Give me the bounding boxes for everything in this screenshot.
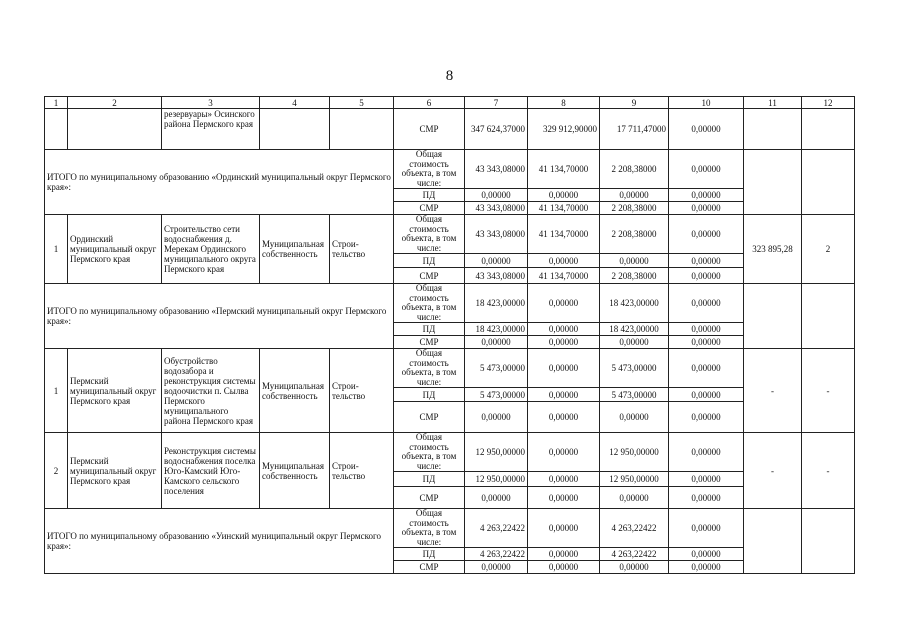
value-cell: 0,00000 — [600, 561, 669, 574]
value-cell: 5 473,00000 — [600, 349, 669, 388]
column-number: 6 — [394, 97, 465, 109]
category-total: Общая стоимость объекта, в том числе: — [394, 215, 465, 254]
cell-11: - — [744, 433, 802, 509]
value-cell: 0,00000 — [528, 548, 600, 561]
value-cell: 0,00000 — [465, 254, 528, 268]
category-smr: СМР — [394, 561, 465, 574]
value-cell: 0,00000 — [528, 561, 600, 574]
value-cell: 329 912,90000 — [528, 109, 600, 150]
value-cell: 0,00000 — [669, 215, 744, 254]
value-cell: 0,00000 — [669, 402, 744, 433]
value-cell: 0,00000 — [669, 509, 744, 548]
value-cell: 2 208,38000 — [600, 202, 669, 215]
cell-municipality: Ординский муниципальный округ Пермского края — [68, 215, 162, 284]
table-row — [45, 150, 855, 189]
itogo-label: ИТОГО по муниципальному образованию «Пермский муниципальный округ Пермского края»: — [45, 284, 394, 349]
page-number: 8 — [445, 68, 454, 84]
value-cell: 4 263,22422 — [600, 509, 669, 548]
value-cell: 5 473,00000 — [465, 349, 528, 388]
value-cell: 17 711,47000 — [600, 109, 669, 150]
value-cell: 0,00000 — [465, 487, 528, 509]
value-cell: 0,00000 — [669, 388, 744, 402]
cell-num: 1 — [45, 349, 68, 433]
value-cell: 0,00000 — [669, 561, 744, 574]
cell-ownership: Муниципальная собственность — [260, 433, 330, 509]
value-cell: 0,00000 — [528, 349, 600, 388]
cell-11: 323 895,28 — [744, 215, 802, 284]
category-total: Общая стоимость объекта, в том числе: — [394, 349, 465, 388]
value-cell: 5 473,00000 — [600, 388, 669, 402]
category-pd: ПД — [394, 323, 465, 336]
value-cell: 43 343,08000 — [465, 268, 528, 284]
cell-12: 2 — [802, 215, 855, 284]
category-smr: СМР — [394, 202, 465, 215]
category-smr: СМР — [394, 109, 465, 150]
category-pd: ПД — [394, 189, 465, 202]
cell-11 — [744, 284, 802, 349]
cell-ownership: Муниципальная собственность — [260, 215, 330, 284]
table-row — [45, 215, 855, 254]
value-cell: 0,00000 — [669, 189, 744, 202]
cell-municipality: Пермский муниципальный округ Пермского края — [68, 349, 162, 433]
cell-num: 2 — [45, 433, 68, 509]
category-total: Общая стоимость объекта, в том числе: — [394, 509, 465, 548]
column-number: 10 — [669, 97, 744, 109]
column-number: 8 — [528, 97, 600, 109]
value-cell: 0,00000 — [669, 150, 744, 189]
value-cell: 41 134,70000 — [528, 268, 600, 284]
value-cell: 0,00000 — [528, 487, 600, 509]
category-total: Общая стоимость объекта, в том числе: — [394, 284, 465, 323]
value-cell: 0,00000 — [528, 509, 600, 548]
value-cell: 5 473,00000 — [465, 388, 528, 402]
cell-work: Строи-тельство — [330, 215, 394, 284]
table-row — [45, 284, 855, 323]
table-row — [45, 509, 855, 548]
value-cell: 0,00000 — [669, 109, 744, 150]
value-cell: 0,00000 — [465, 336, 528, 349]
column-number: 2 — [68, 97, 162, 109]
cell-municipality: Пермский муниципальный округ Пермского края — [68, 433, 162, 509]
cell-12: - — [802, 433, 855, 509]
value-cell: 12 950,00000 — [600, 433, 669, 472]
value-cell: 12 950,00000 — [465, 472, 528, 487]
value-cell: 43 343,08000 — [465, 202, 528, 215]
value-cell: 0,00000 — [465, 189, 528, 202]
value-cell: 2 208,38000 — [600, 215, 669, 254]
value-cell: 0,00000 — [600, 189, 669, 202]
column-number: 3 — [162, 97, 260, 109]
value-cell: 0,00000 — [528, 254, 600, 268]
category-pd: ПД — [394, 548, 465, 561]
cell-num: 1 — [45, 215, 68, 284]
cell-num — [45, 109, 68, 150]
cell-work: Строи-тельство — [330, 349, 394, 433]
column-number: 7 — [465, 97, 528, 109]
category-smr: СМР — [394, 268, 465, 284]
column-number-row — [45, 97, 855, 109]
category-pd: ПД — [394, 388, 465, 402]
value-cell: 41 134,70000 — [528, 202, 600, 215]
value-cell: 0,00000 — [600, 487, 669, 509]
cell-work — [330, 109, 394, 150]
value-cell: 2 208,38000 — [600, 150, 669, 189]
value-cell: 0,00000 — [669, 202, 744, 215]
value-cell: 0,00000 — [669, 433, 744, 472]
cell-12: - — [802, 349, 855, 433]
cell-work: Строи-тельство — [330, 433, 394, 509]
value-cell: 4 263,22422 — [465, 509, 528, 548]
value-cell: 12 950,00000 — [465, 433, 528, 472]
cell-ownership — [260, 109, 330, 150]
value-cell: 43 343,08000 — [465, 215, 528, 254]
column-number: 1 — [45, 97, 68, 109]
itogo-label: ИТОГО по муниципальному образованию «Ординский муниципальный округ Пермского края»: — [45, 150, 394, 215]
value-cell: 0,00000 — [528, 189, 600, 202]
value-cell: 0,00000 — [600, 336, 669, 349]
value-cell: 43 343,08000 — [465, 150, 528, 189]
cell-object: Реконструкция системы водоснабжения поселка Юго-Камский Юго-Камского сельского поселения — [162, 433, 260, 509]
value-cell: 0,00000 — [465, 402, 528, 433]
value-cell: 18 423,00000 — [465, 284, 528, 323]
value-cell: 0,00000 — [669, 487, 744, 509]
value-cell: 0,00000 — [669, 268, 744, 284]
value-cell: 0,00000 — [528, 388, 600, 402]
category-total: Общая стоимость объекта, в том числе: — [394, 433, 465, 472]
cell-11 — [744, 150, 802, 215]
value-cell: 4 263,22422 — [600, 548, 669, 561]
value-cell: 0,00000 — [600, 402, 669, 433]
category-pd: ПД — [394, 472, 465, 487]
cell-11 — [744, 509, 802, 574]
cell-12 — [802, 150, 855, 215]
value-cell: 2 208,38000 — [600, 268, 669, 284]
value-cell: 0,00000 — [528, 472, 600, 487]
value-cell: 4 263,22422 — [465, 548, 528, 561]
cell-municipality — [68, 109, 162, 150]
value-cell: 0,00000 — [528, 433, 600, 472]
category-smr: СМР — [394, 487, 465, 509]
cell-12 — [802, 509, 855, 574]
category-total: Общая стоимость объекта, в том числе: — [394, 150, 465, 189]
column-number: 12 — [802, 97, 855, 109]
value-cell: 12 950,00000 — [600, 472, 669, 487]
value-cell: 0,00000 — [669, 323, 744, 336]
category-smr: СМР — [394, 336, 465, 349]
value-cell: 0,00000 — [465, 561, 528, 574]
cell-object: резервуары» Осинского района Пермского края — [162, 109, 260, 150]
cell-11 — [744, 109, 802, 150]
value-cell: 347 624,37000 — [465, 109, 528, 150]
value-cell: 41 134,70000 — [528, 150, 600, 189]
value-cell: 41 134,70000 — [528, 215, 600, 254]
value-cell: 0,00000 — [600, 254, 669, 268]
value-cell: 18 423,00000 — [465, 323, 528, 336]
cell-12 — [802, 109, 855, 150]
cell-object: Строительство сети водоснабжения д. Мерекам Ординского муниципального округа Пермского края — [162, 215, 260, 284]
value-cell: 0,00000 — [528, 402, 600, 433]
cell-12 — [802, 284, 855, 349]
value-cell: 0,00000 — [528, 284, 600, 323]
table-row — [45, 349, 855, 388]
value-cell: 0,00000 — [669, 548, 744, 561]
value-cell: 0,00000 — [669, 472, 744, 487]
cell-11: - — [744, 349, 802, 433]
cell-object: Обустройство водозабора и реконструкция системы водоочистки п. Сылва Пермского муниципального района Пермского края — [162, 349, 260, 433]
table-row — [45, 433, 855, 472]
value-cell: 18 423,00000 — [600, 284, 669, 323]
cell-ownership: Муниципальная собственность — [260, 349, 330, 433]
category-pd: ПД — [394, 254, 465, 268]
column-number: 4 — [260, 97, 330, 109]
value-cell: 0,00000 — [669, 284, 744, 323]
funding-table — [44, 96, 855, 574]
table-row — [45, 109, 855, 150]
value-cell: 0,00000 — [669, 254, 744, 268]
value-cell: 0,00000 — [528, 323, 600, 336]
value-cell: 0,00000 — [669, 349, 744, 388]
column-number: 11 — [744, 97, 802, 109]
category-smr: СМР — [394, 402, 465, 433]
itogo-label: ИТОГО по муниципальному образованию «Уинский муниципальный округ Пермского края»: — [45, 509, 394, 574]
value-cell: 0,00000 — [528, 336, 600, 349]
value-cell: 18 423,00000 — [600, 323, 669, 336]
column-number: 9 — [600, 97, 669, 109]
value-cell: 0,00000 — [669, 336, 744, 349]
column-number: 5 — [330, 97, 394, 109]
